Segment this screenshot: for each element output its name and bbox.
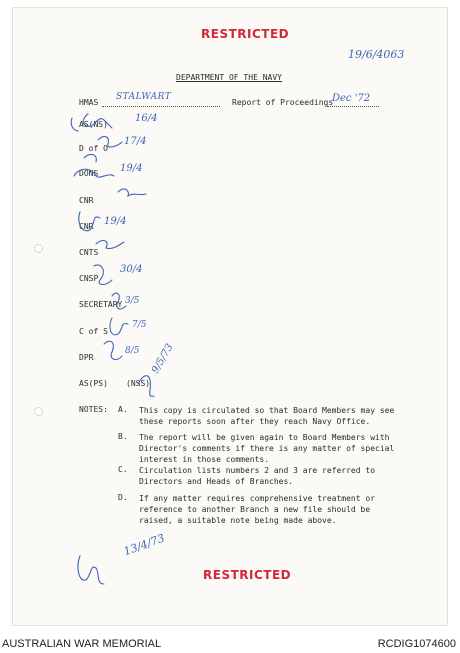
note-letter-d: D. <box>118 493 128 502</box>
routing-as-ps-extra: (NSS) <box>126 379 151 388</box>
note-text-b: The report will be given again to Board Members with Director's comments if there is any matter of special interest in those comments. <box>139 433 395 464</box>
restricted-stamp-bottom: RESTRICTED <box>203 568 292 582</box>
ship-name: STALWART <box>116 92 172 102</box>
note-letter-b: B. <box>118 432 128 441</box>
note-letter-a: A. <box>118 405 128 414</box>
department-heading: DEPARTMENT OF THE NAVY <box>176 73 282 82</box>
routing-label-as-ps: AS(PS) <box>79 379 108 388</box>
annotation-as-ns-date: 16/4 <box>135 113 158 124</box>
routing-label-d-of-o: D of O <box>79 144 108 153</box>
notes-label: NOTES: <box>79 405 108 414</box>
annotation-secretary-date: 3/5 <box>125 296 140 306</box>
report-label: Report of Proceedings <box>232 98 334 107</box>
routing-label-cnr-2: CNR <box>79 222 94 231</box>
restricted-stamp-top: RESTRICTED <box>201 27 290 41</box>
annotation-d-of-o-date: 17/4 <box>124 136 147 147</box>
note-text-d: If any matter requires comprehensive treatment or reference to another Branch a new file should be raised, a suitable note being made above. <box>139 494 376 525</box>
routing-label-c-of-s: C of S <box>79 327 108 336</box>
footer-record-id: RCDIG1074600 <box>377 638 456 650</box>
annotation-dpr-date: 8/5 <box>125 346 140 356</box>
footer-source: AUSTRALIAN WAR MEMORIAL <box>2 638 162 650</box>
annotation-cnr-date: 19/4 <box>104 216 127 227</box>
bottom-signature-date: 13/4/73 <box>122 531 167 559</box>
routing-label-dons: DONS <box>79 169 99 178</box>
hmas-label: HMAS <box>79 98 99 107</box>
note-text-c: Circulation lists numbers 2 and 3 are referred to Directors and Heads of Branches. <box>139 466 376 486</box>
file-reference: 19/6/4063 <box>348 48 405 61</box>
annotation-as-ps-date: 9/5/73 <box>150 342 176 376</box>
routing-label-cnts: CNTS <box>79 248 99 257</box>
note-text-a: This copy is circulated so that Board Members may see these reports soon after they reach Navy Office. <box>139 406 395 426</box>
annotation-dons-date: 19/4 <box>120 163 143 174</box>
routing-label-dpr: DPR <box>79 353 94 362</box>
routing-label-cnr: CNR <box>79 196 94 205</box>
annotation-cnsp-date: 30/4 <box>120 264 143 275</box>
routing-label-as-ns: AS(NS) <box>79 120 108 129</box>
report-month: Dec '72 <box>332 93 371 104</box>
annotation-c-of-s-date: 7/5 <box>132 320 147 330</box>
note-letter-c: C. <box>118 465 128 474</box>
routing-label-cnsp: CNSP <box>79 274 99 283</box>
routing-label-secretary: SECRETARY <box>79 300 123 309</box>
